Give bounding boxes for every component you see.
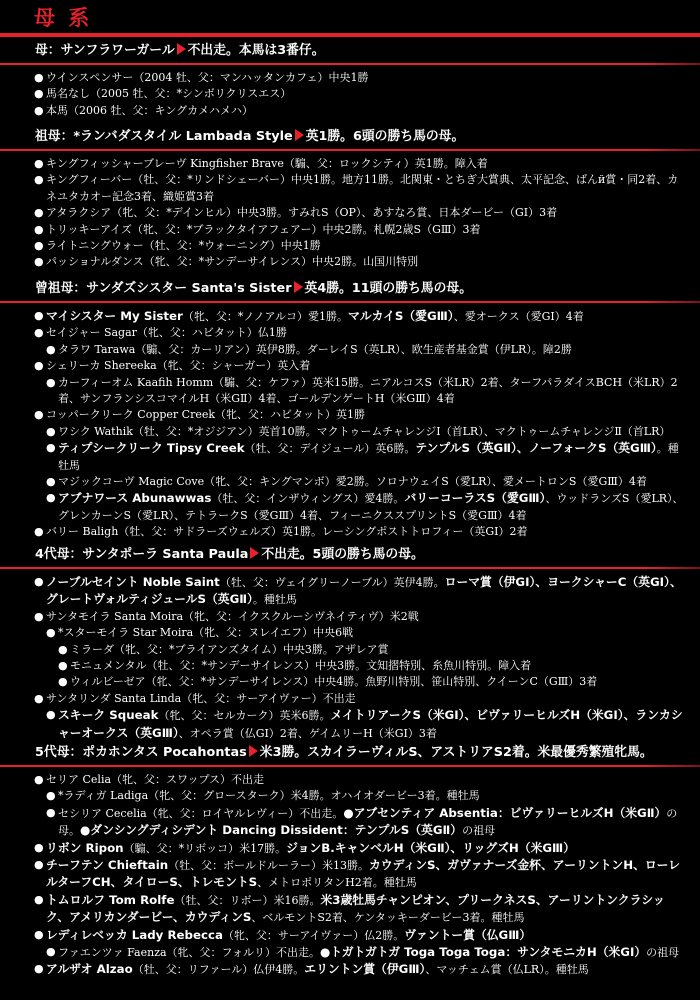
pedigree-entry [0,961,700,978]
race-wins: ●アブセンティア Absentia：ビヴァリーヒルズH（米GⅡ） [343,805,667,820]
bullet-icon: ● [34,103,44,117]
bullet-icon: ● [34,892,44,906]
entry-text: キングフィッシャーブレーヴ Kingfisher Brave（騸、父：ロックシティ）英1勝。障入着 [46,157,488,170]
race-wins: バリーコーラスS（愛GⅢ） [404,491,546,506]
pedigree-entry [0,772,700,788]
pedigree-entry [0,840,700,857]
pedigree-entry [0,238,700,254]
entry-text: ライトニングウォー（牡、父：*ウォーニング）中央1勝 [46,239,321,253]
entry-tail: 、オペラ賞（仏GI）2着、ゲイムリーH（米GI）3着 [178,726,437,740]
title-rule [0,33,700,37]
entry-text: サンタモイラ Santa Moira（牝、父：イクスクルーシヴネイティヴ）米2戦 [46,609,419,623]
bullet-icon: ● [34,309,44,322]
bullet-icon: ● [34,408,44,422]
pedigree-entry [0,358,700,374]
entry-tail: 。種牡馬 [252,593,297,607]
bullet-icon: ● [34,206,44,220]
pedigree-entry [0,440,700,474]
entry-text: セシリア Cecelia（牝、父：ロイヤルレヴィー）不出走。 [58,806,344,820]
pedigree-entry [0,707,700,742]
pedigree-entry [0,805,700,840]
horse-name: チーフテン Chieftain [46,858,169,873]
bullet-icon: ● [34,173,44,187]
pedigree-entry [0,407,700,423]
race-wins: エリントン賞（伊GⅢ） [304,962,426,977]
pedigree-entry [0,156,700,172]
bullet-icon: ● [34,525,44,539]
entry-text: キングフィーバー（牡、父：*リンドシェーバー）中央1勝。地方11勝。北関東・とちぎ大賞典、太平記念、ばんй賞・同2着、カネユタカオー記念3着、織姫賞3着 [46,173,679,203]
entry-text: *ラディガ Ladiga（牝、父：グロースターク）米4勝。オハイオダービー3着。種牡馬 [58,789,480,803]
bullet-icon: ● [34,157,44,170]
section-header [0,278,700,299]
pedigree-entry [0,342,700,358]
horse-name: マイシスター My Sister [46,309,183,323]
pedigree-entry [0,857,700,892]
bullet-icon: ● [46,945,56,959]
arrow-right-icon [294,281,303,293]
pedigree-entry [0,625,700,641]
pedigree-entry [0,892,700,927]
bullet-icon: ● [46,626,56,640]
entry-tail: 、ウッドランズS（愛LR）、グレンカーンS（愛LR）、テトラークS（愛GⅢ）4着、フィーニクススプリントS（愛GⅢ）4着 [58,492,684,522]
pedigree-entry [0,927,700,944]
bullet-icon: ● [34,927,44,941]
entry-text: （牡、父：リファール）仏伊4勝。 [132,963,305,977]
arrow-right-icon [295,129,304,141]
bullet-icon: ● [34,239,44,253]
entry-text: 馬名なし（2005 牡、父：*シンボリクリスエス） [46,87,292,101]
entry-tail: の祖母 [462,824,496,838]
arrow-right-icon [249,745,258,757]
race-wins: ローマ賞（伊GI）、ヨークシャーC（英GI）、グレートヴォルティジュールS（英GⅡ） [46,575,682,607]
entry-text: バリー Baligh（牡、父：サドラーズウェルズ）英1勝。レーシングポストトロフィー（英GI）2着 [46,525,528,539]
section-header [0,126,700,147]
section-great-granddam [0,278,700,541]
section-rule [0,149,700,151]
pedigree-entry [0,658,700,674]
pedigree-entry [0,490,700,524]
bullet-icon: ● [58,675,68,689]
pedigree-entry [0,172,700,205]
pedigree-entry [0,424,700,440]
pedigree-entry [0,103,700,119]
section-header [0,40,700,61]
bullet-icon: ● [34,575,44,588]
pedigree-entry [0,325,700,341]
entry-text: （牝、父：サーアイヴァー）仏2勝。 [222,928,405,942]
header-note: 英1勝。6頭の勝ち馬の母。 [305,129,465,144]
bullet-icon: ● [58,659,68,673]
header-note: 米3勝。スカイラーヴィルS、アストリアS2着。米最優秀繁殖牝馬。 [259,745,653,760]
bullet-icon: ● [34,858,44,872]
page-title: 母 系 [34,6,93,30]
pedigree-entry [0,375,700,408]
section-rule [0,301,700,303]
race-wins: マルカイS（愛GⅢ） [348,309,454,323]
header-label: 4代母：サンタポーラ Santa Paula [35,547,249,562]
race-wins: ●ダンシングディシデント Dancing Dissident：テンプルS（英GⅡ） [80,823,463,838]
entry-text: （牝、父：*ノノアルコ）愛1勝。 [182,310,349,323]
horse-name: レディレベッカ Lady Rebecca [46,927,223,942]
race-wins: カウディンS、ガヴァナーズ金杯、アーリントンH、ローレルターフCH、タイローS、トレモントS [46,858,681,890]
race-wins: ジョンB.キャンベルH（米GⅡ）、リッグズH（米GⅢ） [286,840,576,855]
header-label: 祖母：*ランバダスタイル Lambada Style [35,129,293,144]
pedigree-entry [0,254,700,270]
entry-tail: 、マッチェム賞（仏LR）。種牡馬 [425,963,589,977]
header-label: 母：サンフラワーガール [35,43,175,58]
entry-text: セイジャー Sagar（牝、父：ハビタット）仏1勝 [46,326,287,340]
section-granddam [0,126,700,271]
entry-tail: 、メトロポリタンH2着。種牡馬 [257,876,417,890]
bullet-icon: ● [34,840,44,854]
entry-text: ウインスペンサー（2004 牡、父：マンハッタンカフェ）中央1勝 [46,71,369,84]
pedigree-entry [0,609,700,625]
bullet-icon: ● [46,375,56,389]
entry-text: カーフィーオム Kaafih Homm（騸、父：ケファ）英米15勝。ニアルコスS（米LR）2着、ターフパラダイスBCH（米LR）2着、サンフランシスコマイルH（米GⅡ）4着、ゴールデンゲートH（米GⅢ）4着 [58,375,678,406]
horse-name: ノーブルセイント Noble Saint [46,575,220,589]
bullet-icon: ● [46,789,56,803]
section-dam [0,40,700,119]
entry-tail: の祖母 [646,946,680,960]
bullet-icon: ● [34,609,44,623]
entry-text: ファエンツァ Faenza（牝、父：フォルリ）不出走。 [58,946,321,960]
entry-text: （牝、父：セルカーク）英米6勝。 [158,709,331,723]
bullet-icon: ● [46,441,56,455]
entry-text: 本馬（2006 牡、父：キングカメハメハ） [46,103,253,117]
entry-text: （牡、父：ボールドルーラー）米13勝。 [168,859,369,873]
entry-text: ウィルビーゼア（牝、父：*サンデーサイレンス）中央4勝。魚野川特別、笹山特別、クイーンC（GⅢ）3着 [70,675,598,689]
section-rule [0,765,700,767]
horse-name: リボン Ripon [46,840,124,855]
entry-tail: 、愛オークス（愛GI）4着 [453,310,584,323]
header-note: 英4勝。11頭の勝ち馬の母。 [304,281,472,296]
bullet-icon: ● [58,642,68,656]
entry-text: ミラーダ（牝、父：*ブライアンズタイム）中央3勝。アザレア賞 [70,642,389,656]
pedigree-entry [0,222,700,238]
entry-text: （牡、父：リボー）米16勝。 [174,893,321,907]
horse-name: トムロルフ Tom Rolfe [46,892,175,907]
header-label: 曾祖母：サンダズシスター Santa's Sister [35,281,292,296]
header-note: 不出走。本馬は3番仔。 [187,43,325,58]
bullet-icon: ● [46,342,56,356]
pedigree-entry [0,642,700,658]
entry-text: （騸、父：*リボッコ）米17勝。 [123,841,287,855]
entry-text: モニュメンタル（牡、父：*サンデーサイレンス）中央3勝。文知摺特別、糸魚川特別。障入着 [70,659,532,673]
entry-text: マジックコーヴ Magic Cove（牝、父：キングマンボ）愛2勝。ソロナウェイS（愛LR）、愛メートロンS（愛GⅢ）4着 [58,475,647,489]
bullet-icon: ● [34,326,44,340]
horse-name: アルザオ Alzao [46,962,133,977]
entry-tail: の母。 [58,806,678,838]
horse-name: アブナワース Abunawwas [58,491,212,506]
pedigree-entry [0,308,700,325]
header-note: 不出走。5頭の勝ち馬の母。 [261,547,424,562]
pedigree-entry [0,674,700,690]
pedigree-entry [0,691,700,707]
section-header [0,544,700,565]
pedigree-entry [0,524,700,540]
pedigree-entry [0,474,700,490]
pedigree-entry [0,86,700,102]
race-wins: テンプルS（英GⅡ）、ノーフォークS（英GⅢ） [415,441,657,456]
horse-name: スキーク Squeak [58,708,159,723]
bullet-icon: ● [46,475,56,489]
entry-tail: 。種牡馬 [58,442,679,472]
horse-name: ティプシークリーク Tipsy Creek [58,441,245,456]
race-wins: ヴァントー賞（仏GⅢ） [404,927,532,942]
arrow-right-icon [177,43,186,55]
bullet-icon: ● [46,424,56,438]
entry-text: パッショナルダンス（牝、父：*サンデーサイレンス）中央2勝。山国川特別 [46,255,419,269]
section-rule [0,63,700,65]
bullet-icon: ● [34,71,44,84]
bullet-icon: ● [46,805,56,819]
bullet-icon: ● [34,87,44,101]
bullet-icon: ● [34,773,44,786]
entry-text: シェリーカ Shereeka（牝、父：シャーガー）英入着 [46,359,311,373]
bullet-icon: ● [34,255,44,269]
entry-text: ワシク Wathik（牡、父：*オジジアン）英首10勝。マクトゥームチャレンジI（首LR）、マクトゥームチャレンジⅡ（首LR） [58,424,671,438]
bullet-icon: ● [34,359,44,373]
race-wins: メイトリアークS（米GI）、ビヴァリーヒルズH（米GI）、ランカシャーオークス（英GⅢ） [58,708,683,740]
race-wins: 米3歳牡馬チャンピオン、プリークネスS、アーリントンクラシック、アメリカンダービー、カウディンS [46,892,665,925]
entry-text: （牡、父：インザウィングス）愛4勝。 [211,492,405,506]
bullet-icon: ● [34,962,44,976]
arrow-right-icon [250,547,259,559]
pedigree-entry [0,205,700,221]
pedigree-entry [0,574,700,609]
section-5th-dam [0,742,700,979]
entry-text: トリッキーアイズ（牝、父：*ブラックタイアフェアー）中央2勝。札幌2歳S（GⅢ）3着 [46,222,481,236]
section-header [0,742,700,763]
bullet-icon: ● [34,222,44,236]
pedigree-entry [0,70,700,86]
pedigree-entry [0,944,700,961]
bullet-icon: ● [46,491,56,505]
entry-text: アタラクシア（牝、父：*デインヒル）中央3勝。すみれS（OP）、あすなろ賞、日本ダービー（GI）3着 [46,206,558,220]
bullet-icon: ● [34,691,44,705]
page-title-bar [0,0,700,42]
entry-text: （牡、父：デイジュール）英6勝。 [244,442,416,456]
section-rule [0,567,700,569]
entry-text: タラワ Tarawa（騸、父：カーリアン）英伊8勝。ダーレイS（英LR）、欧生産者基金賞（伊LR）。障2勝 [58,342,572,356]
pedigree-entry [0,788,700,804]
entry-text: コッパークリーク Copper Creek（牝、父：ハビタット）英1勝 [46,408,366,422]
entry-text: サンタリンダ Santa Linda（牝、父：サーアイヴァー）不出走 [46,691,356,705]
bullet-icon: ● [46,708,56,722]
entry-text: （牡、父：ヴェイグリーノーブル）英伊4勝。 [219,576,445,589]
entry-tail: 、ベルモントS2着、ケンタッキーダービー3着。種牡馬 [251,911,525,925]
race-wins: ●トガトガトガ Toga Toga Toga：サンタモニカH（米GI） [320,945,647,960]
header-label: 5代母：ポカホンタス Pocahontas [35,745,247,760]
section-4th-dam [0,544,700,742]
entry-text: セリア Celia（牝、父：スワップス）不出走 [46,773,265,786]
entry-text: *スターモイラ Star Moira（牝、父：ヌレイエフ）中央6戦 [58,626,354,640]
